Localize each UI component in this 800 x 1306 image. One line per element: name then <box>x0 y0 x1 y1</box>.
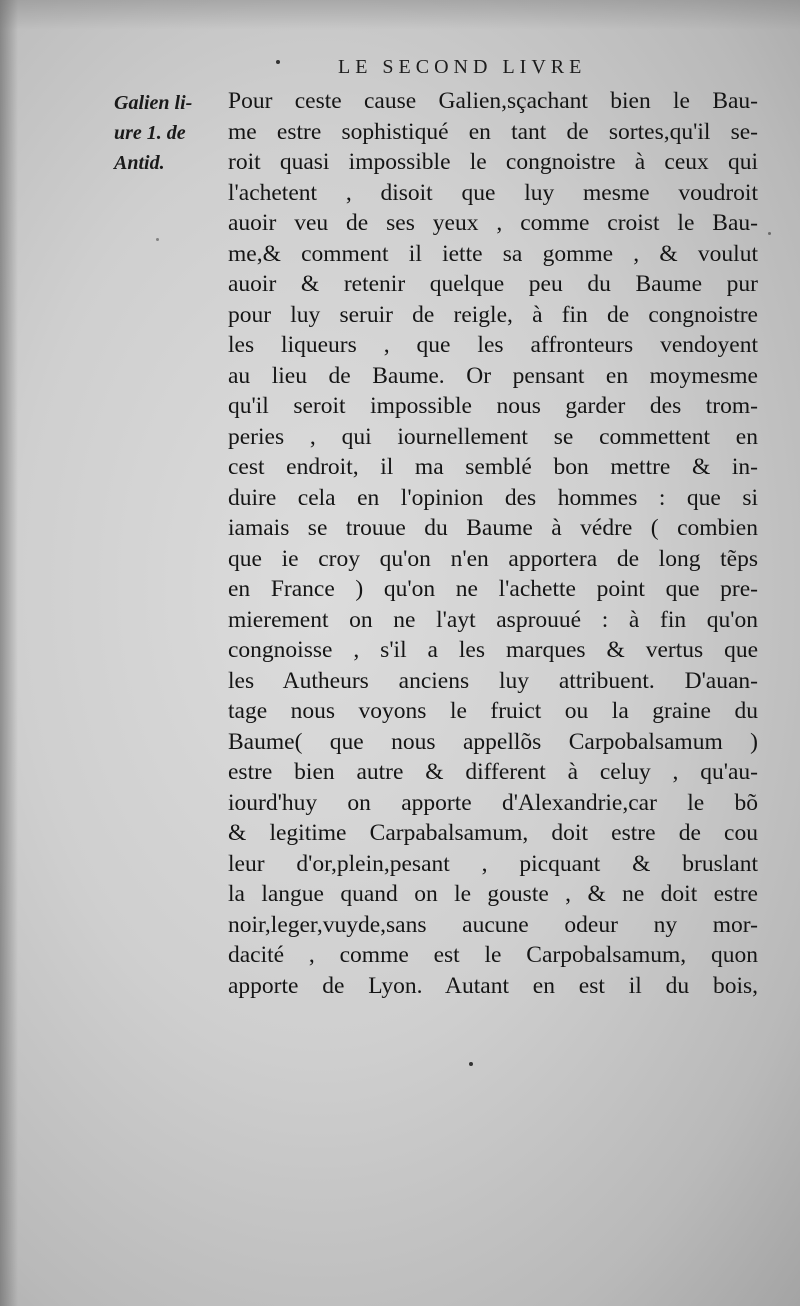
text-line: leur d'or,plein,pesant , picquant & bruslant <box>228 850 758 877</box>
text-line: auoir & retenir quelque peu du Baume pur <box>228 271 758 297</box>
text-line: que ie croy qu'on n'en apportera de long tẽps <box>228 545 758 572</box>
text-line: estre bien autre & different à celuy , qu'au- <box>228 759 758 785</box>
text-line: dacité , comme est le Carpobalsamum, quon <box>228 942 758 968</box>
ink-speck <box>276 60 280 64</box>
ink-speck <box>156 238 159 241</box>
body-text <box>228 86 758 1001</box>
top-edge-shadow <box>0 0 800 30</box>
text-line: la langue quand on le gouste , & ne doit estre <box>228 881 758 907</box>
text-line: l'achetent , disoit que luy mesme voudroit <box>228 179 758 206</box>
text-line: noir,leger,vuyde,sans aucune odeur ny mor- <box>228 911 758 938</box>
margin-note-line: Galien li- <box>114 92 193 114</box>
text-line: iourd'huy on apporte d'Alexandrie,car le bõ <box>228 789 758 816</box>
text-line: auoir veu de ses yeux , comme croist le Bau- <box>228 210 758 236</box>
margin-note-line: ure 1. de <box>114 122 186 144</box>
text-line: au lieu de Baume. Or pensant en moymesme <box>228 362 758 389</box>
text-line: me,& comment il iette sa gomme , & voulut <box>228 240 758 267</box>
text-line: pour luy seruir de reigle, à fin de congnoistre <box>228 301 758 328</box>
ink-speck <box>469 1062 473 1066</box>
text-line: cest endroit, il ma semblé bon mettre & in- <box>228 454 758 480</box>
running-head: LE SECOND LIVRE <box>338 56 587 78</box>
text-line: me estre sophistiqué en tant de sortes,qu'il se- <box>228 118 758 145</box>
margin-note <box>114 88 226 178</box>
text-line: qu'il seroit impossible nous garder des trom- <box>228 393 758 419</box>
text-line: les Autheurs anciens luy attribuent. D'auan- <box>228 667 758 694</box>
text-line: congnoisse , s'il a les marques & vertus que <box>228 637 758 663</box>
text-line: en France ) qu'on ne l'achette point que pre- <box>228 576 758 602</box>
gutter-shadow <box>0 0 18 1306</box>
text-line: Baume( que nous appellõs Carpobalsamum ) <box>228 728 758 755</box>
text-line: & legitime Carpabalsamum, doit estre de cou <box>228 820 758 846</box>
text-line: iamais se trouue du Baume à védre ( combien <box>228 515 758 541</box>
text-line: les liqueurs , que les affronteurs vendoyent <box>228 332 758 358</box>
ink-speck <box>768 232 771 235</box>
text-line: Pour ceste cause Galien,sçachant bien le Bau- <box>228 88 758 114</box>
margin-note-line: Antid. <box>114 152 165 174</box>
text-line: peries , qui iournellement se commettent en <box>228 423 758 450</box>
text-line: apporte de Lyon. Autant en est il du bois, <box>228 972 758 999</box>
text-line: tage nous voyons le fruict ou la graine du <box>228 698 758 724</box>
text-line: mierement on ne l'ayt asprouué : à fin qu'on <box>228 606 758 633</box>
text-line: roit quasi impossible le congnoistre à ceux qui <box>228 149 758 175</box>
text-line: duire cela en l'opinion des hommes : que si <box>228 484 758 511</box>
